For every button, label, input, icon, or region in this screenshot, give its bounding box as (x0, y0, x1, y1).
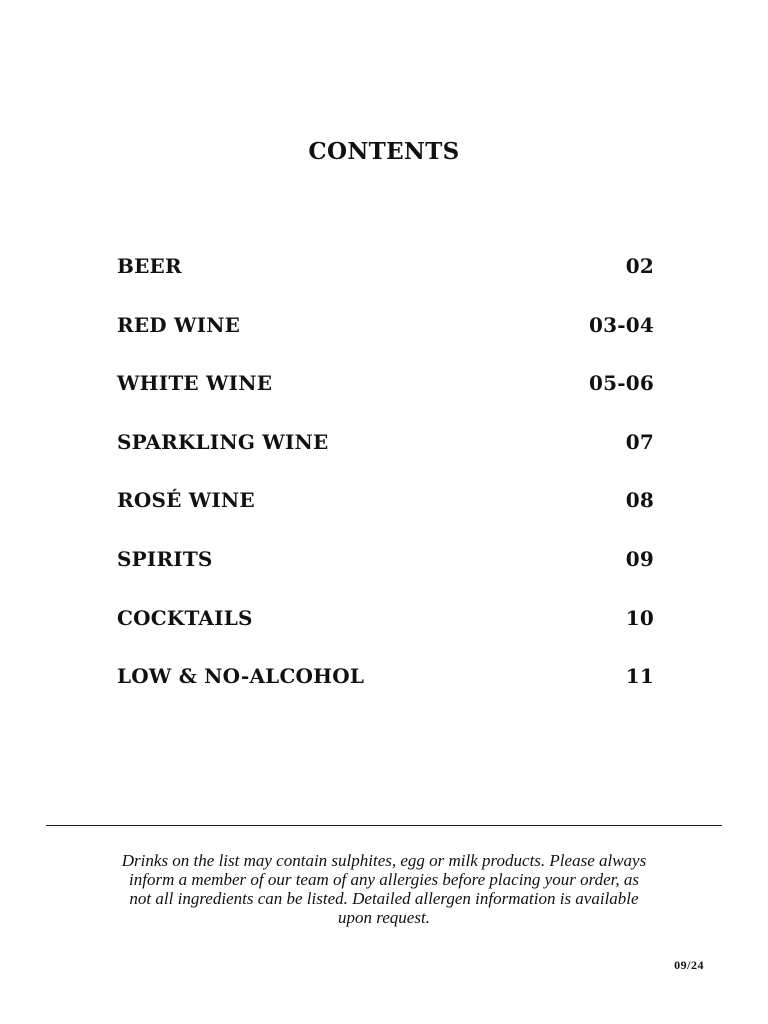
toc-item-white-wine[interactable] (117, 371, 654, 430)
toc-item-label: COCKTAILS (117, 605, 253, 630)
toc-item-cocktails[interactable] (117, 606, 654, 665)
toc-item-pages: 11 (625, 664, 654, 689)
toc-item-label: WHITE WINE (117, 371, 273, 396)
toc-item-pages: 05-06 (589, 371, 654, 396)
toc-item-beer[interactable] (117, 254, 654, 313)
toc-item-label: SPARKLING WINE (117, 429, 329, 454)
toc-item-pages: 10 (625, 605, 654, 630)
toc-item-red-wine[interactable] (117, 313, 654, 372)
toc-item-label: LOW & NO-ALCOHOL (117, 664, 365, 689)
toc-item-pages: 08 (625, 488, 654, 513)
toc-item-low-no-alcohol[interactable] (117, 664, 654, 723)
toc-item-pages: 03-04 (589, 312, 654, 337)
toc-item-sparkling-wine[interactable] (117, 430, 654, 489)
allergen-note: Drinks on the list may contain sulphites, egg or milk products. Please always inform a member of our team of any allergies before placing your order, as not all ingredients can be listed. Detailed allergen information is available upon request. (121, 851, 647, 927)
edition-date: 09/24 (674, 958, 704, 972)
toc-item-rose-wine[interactable] (117, 488, 654, 547)
toc-item-pages: 02 (625, 254, 654, 278)
toc-item-label: BEER (117, 254, 182, 278)
footer-divider (46, 825, 722, 826)
toc-item-pages: 09 (625, 546, 654, 571)
toc-item-spirits[interactable] (117, 547, 654, 606)
toc-item-label: SPIRITS (117, 546, 213, 571)
toc-item-label: RED WINE (117, 312, 241, 337)
page-title: CONTENTS (308, 138, 460, 165)
contents-list (117, 254, 654, 723)
toc-item-label: ROSÉ WINE (117, 488, 255, 513)
toc-item-pages: 07 (625, 429, 654, 454)
